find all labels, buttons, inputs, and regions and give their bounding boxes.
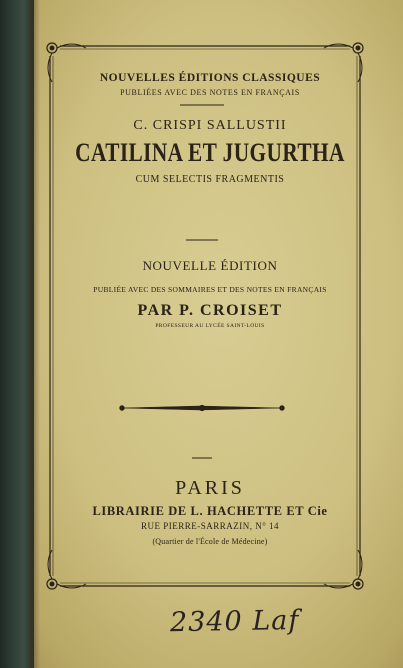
publisher-district: (Quartier de l'École de Médecine) [152,537,268,546]
handwritten-shelf-mark: 2340 Laf [169,604,300,639]
edition-description: PUBLIÉE AVEC DES SOMMAIRES ET DES NOTES EN FRANÇAIS [93,285,327,294]
publisher-name: LIBRAIRIE DE L. HACHETTE ET Cie [92,504,328,518]
publication-city: PARIS [175,477,245,499]
book-title: CATILINA ET JUGURTHA [75,138,345,167]
book-subtitle: CUM SELECTIS FRAGMENTIS [135,174,285,185]
editor-name: PAR P. CROISET [137,302,283,319]
author-latin: C. CRISPI SALLUSTII [133,118,287,133]
series-subtitle: PUBLIÉES AVEC DES NOTES EN FRANÇAIS [120,88,300,97]
edition-label: NOUVELLE ÉDITION [142,258,278,273]
decorative-rule-icon [120,405,284,410]
series-title: NOUVELLES ÉDITIONS CLASSIQUES [99,72,321,84]
publisher-address: RUE PIERRE-SARRAZIN, N° 14 [140,521,280,531]
editor-role: PROFESSEUR AU LYCÉE SAINT-LOUIS [155,323,265,329]
